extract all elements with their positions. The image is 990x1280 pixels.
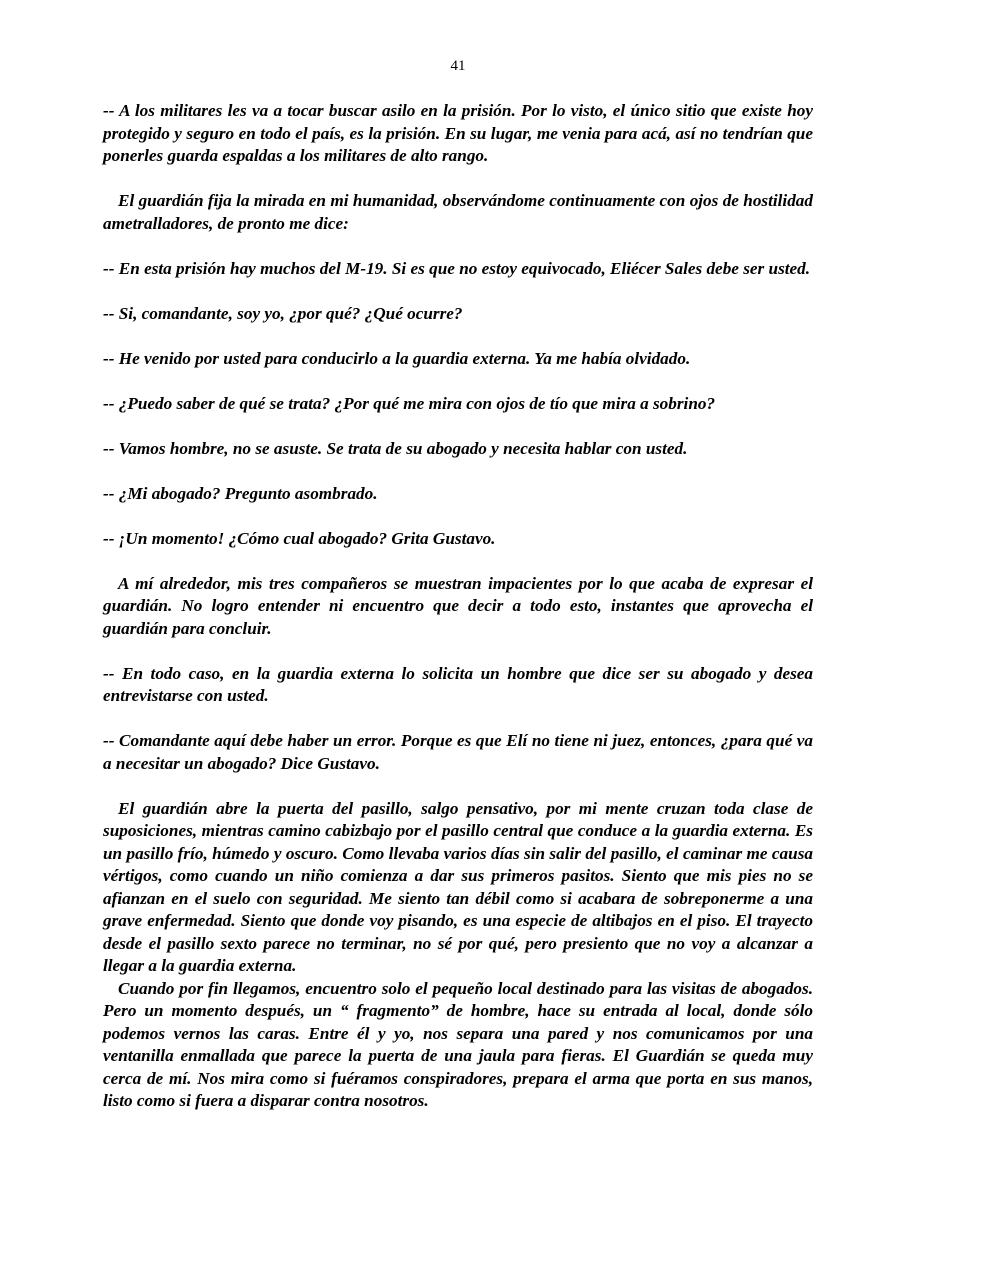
paragraph: El guardián abre la puerta del pasillo, salgo pensativo, por mi mente cruzan toda clase de suposiciones, mientras camino cabizbajo por el pasillo central que conduce a la guardia externa. Es un pasillo frío, húmedo y oscuro. Como llevaba varios días sin salir del pasillo, el caminar me causa vértigos, como cuando un niño comienza a dar sus primeros pasitos. Siento que mis pies no se afianzan en el suelo con seguridad. Me siento tan débil como si acabara de sobreponerme a una grave enfermedad. Siento que donde voy pisando, es una especie de altibajos en el piso. El trayecto desde el pasillo sexto parece no terminar, no sé por qué, pero presiento que no voy a alcanzar a llegar a la guardia externa. [103, 798, 813, 975]
body-text [103, 100, 813, 1113]
paragraph: -- A los militares les va a tocar buscar asilo en la prisión. Por lo visto, el único sitio que existe hoy protegido y seguro en todo el país, es la prisión. En su lugar, me venia para acá, así no tendrían que ponerles guarda espaldas a los militares de alto rango. [103, 101, 813, 165]
paragraph: A mí alrededor, mis tres compañeros se muestran impacientes por lo que acaba de expresar el guardián. No logro entender ni encuentro que decir a todo esto, instantes que aprovecha el guardián para concluir. [103, 573, 813, 638]
paragraph: -- ¿Puedo saber de qué se trata? ¿Por qué me mira con ojos de tío que mira a sobrino? [103, 393, 716, 413]
paragraph: -- ¿Mi abogado? Pregunto asombrado. [103, 483, 378, 503]
paragraph: -- Si, comandante, soy yo, ¿por qué? ¿Qué ocurre? [103, 303, 463, 323]
paragraph: -- En todo caso, en la guardia externa lo solicita un hombre que dice ser su abogado y desea entrevistarse con usted. [103, 663, 813, 705]
paragraph: -- En esta prisión hay muchos del M-19. Si es que no estoy equivocado, Eliécer Sales debe ser usted. [103, 258, 811, 278]
paragraph: -- He venido por usted para conducirlo a la guardia externa. Ya me había olvidado. [103, 348, 691, 368]
page-number: 41 [450, 58, 466, 74]
paragraph: -- ¡Un momento! ¿Cómo cual abogado? Grita Gustavo. [103, 528, 496, 548]
paragraph: El guardián fija la mirada en mi humanidad, observándome continuamente con ojos de hostilidad ametralladores, de pronto me dice: [103, 191, 813, 233]
paragraph: -- Comandante aquí debe haber un error. Porque es que Elí no tiene ni juez, entonces, ¿para qué va a necesitar un abogado? Dice Gustavo. [103, 731, 813, 773]
paragraph: Cuando por fin llegamos, encuentro solo el pequeño local destinado para las visitas de abogados. Pero un momento después, un “ fragmento” de hombre, hace su entrada al local, donde sólo podemos vernos las caras. Entre él y yo, nos separa una pared y nos comunicamos por una ventanilla enmallada que parece la puerta de una jaula para fieras. El Guardián se queda muy cerca de mí. Nos mira como si fuéramos conspiradores, prepara el arma que porta en sus manos, listo como si fuera a disparar contra nosotros. [103, 978, 813, 1110]
paragraph: -- Vamos hombre, no se asuste. Se trata de su abogado y necesita hablar con usted. [103, 438, 688, 458]
